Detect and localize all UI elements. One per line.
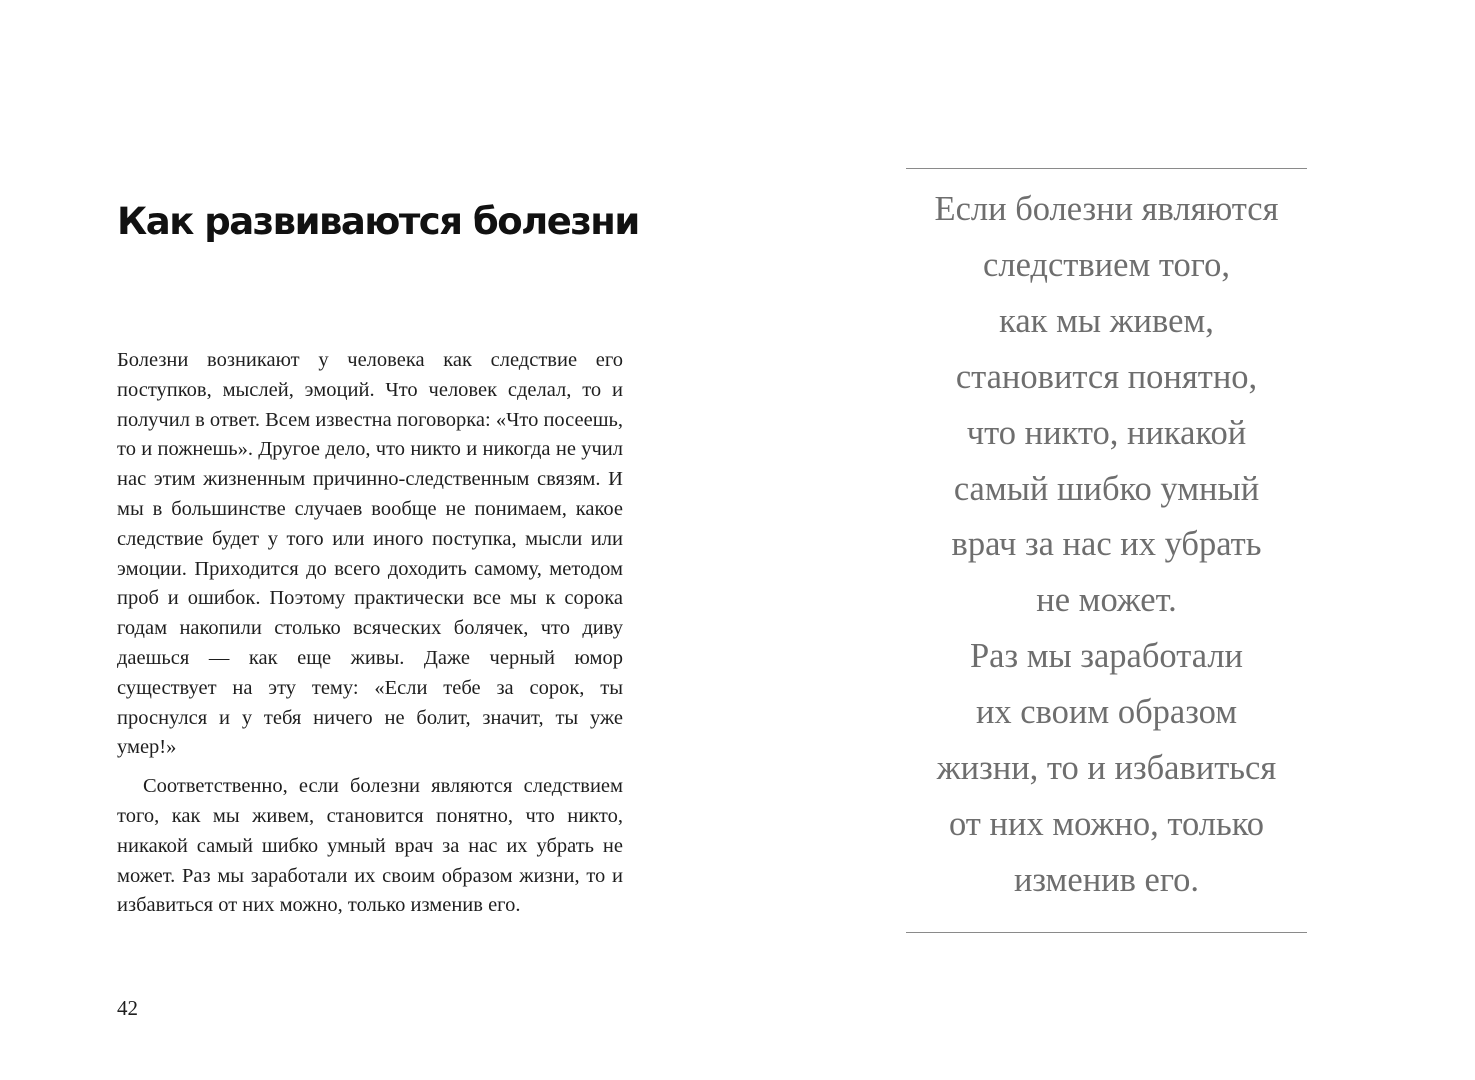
page-number: 42 xyxy=(117,996,138,1020)
quote-line: их своим образом xyxy=(975,693,1238,732)
quote-line: Раз мы заработали xyxy=(969,637,1244,676)
quote-line: самый шибко умный xyxy=(953,469,1260,508)
quote-line: Если болезни являются xyxy=(934,190,1279,228)
quote-line: не может. xyxy=(1036,581,1177,620)
quote-top-rule xyxy=(906,168,1307,169)
quote-line: следствием того, xyxy=(983,245,1230,284)
quote-line: от них можно, только xyxy=(949,804,1264,843)
quote-line: как мы живем, xyxy=(999,301,1214,340)
quote-line: что никто, никакой xyxy=(966,413,1247,452)
chapter-heading: Как развиваются болезни xyxy=(117,200,639,243)
pull-quote xyxy=(906,182,1307,909)
quote-line: жизни, то и избавиться xyxy=(936,749,1277,788)
left-page xyxy=(0,0,737,1080)
quote-line: врач за нас их убрать xyxy=(951,525,1262,564)
paragraph-1: Болезни возникают у человека как следствие его поступков, мыслей, эмоций. Что человек сделал, то и получил в ответ. Всем известна поговорка: «Что посеешь, то и пожнешь». Другое дело, что никто и никогда не учил нас этим жизненным причинно-следственным связям. И мы в большинстве случаев вообще не понимаем, какое следствие будет у того или иного поступка, мысли или эмоции. Приходится до всего доходить самому, методом проб и ошибок. Поэтому практически все мы к сорока годам накопили столько всяческих болячек, что диву даешься — как еще живы. Даже черный юмор существует на эту тему: «Если тебе за сорок, ты проснулся и у тебя ничего не болит, значит, ты уже умер!» xyxy=(117,349,623,759)
body-text xyxy=(117,346,623,921)
quote-line: становится понятно, xyxy=(955,357,1258,396)
quote-bottom-rule xyxy=(906,932,1307,933)
paragraph-2: Соответственно, если болезни являются следствием того, как мы живем, становится понятно, что никто, никакой самый шибко умный врач за нас их убрать не может. Раз мы заработали их своим образом жизни, то и избавиться от них можно, только изменив его. xyxy=(117,775,623,917)
quote-line: изменив его. xyxy=(1013,860,1200,899)
